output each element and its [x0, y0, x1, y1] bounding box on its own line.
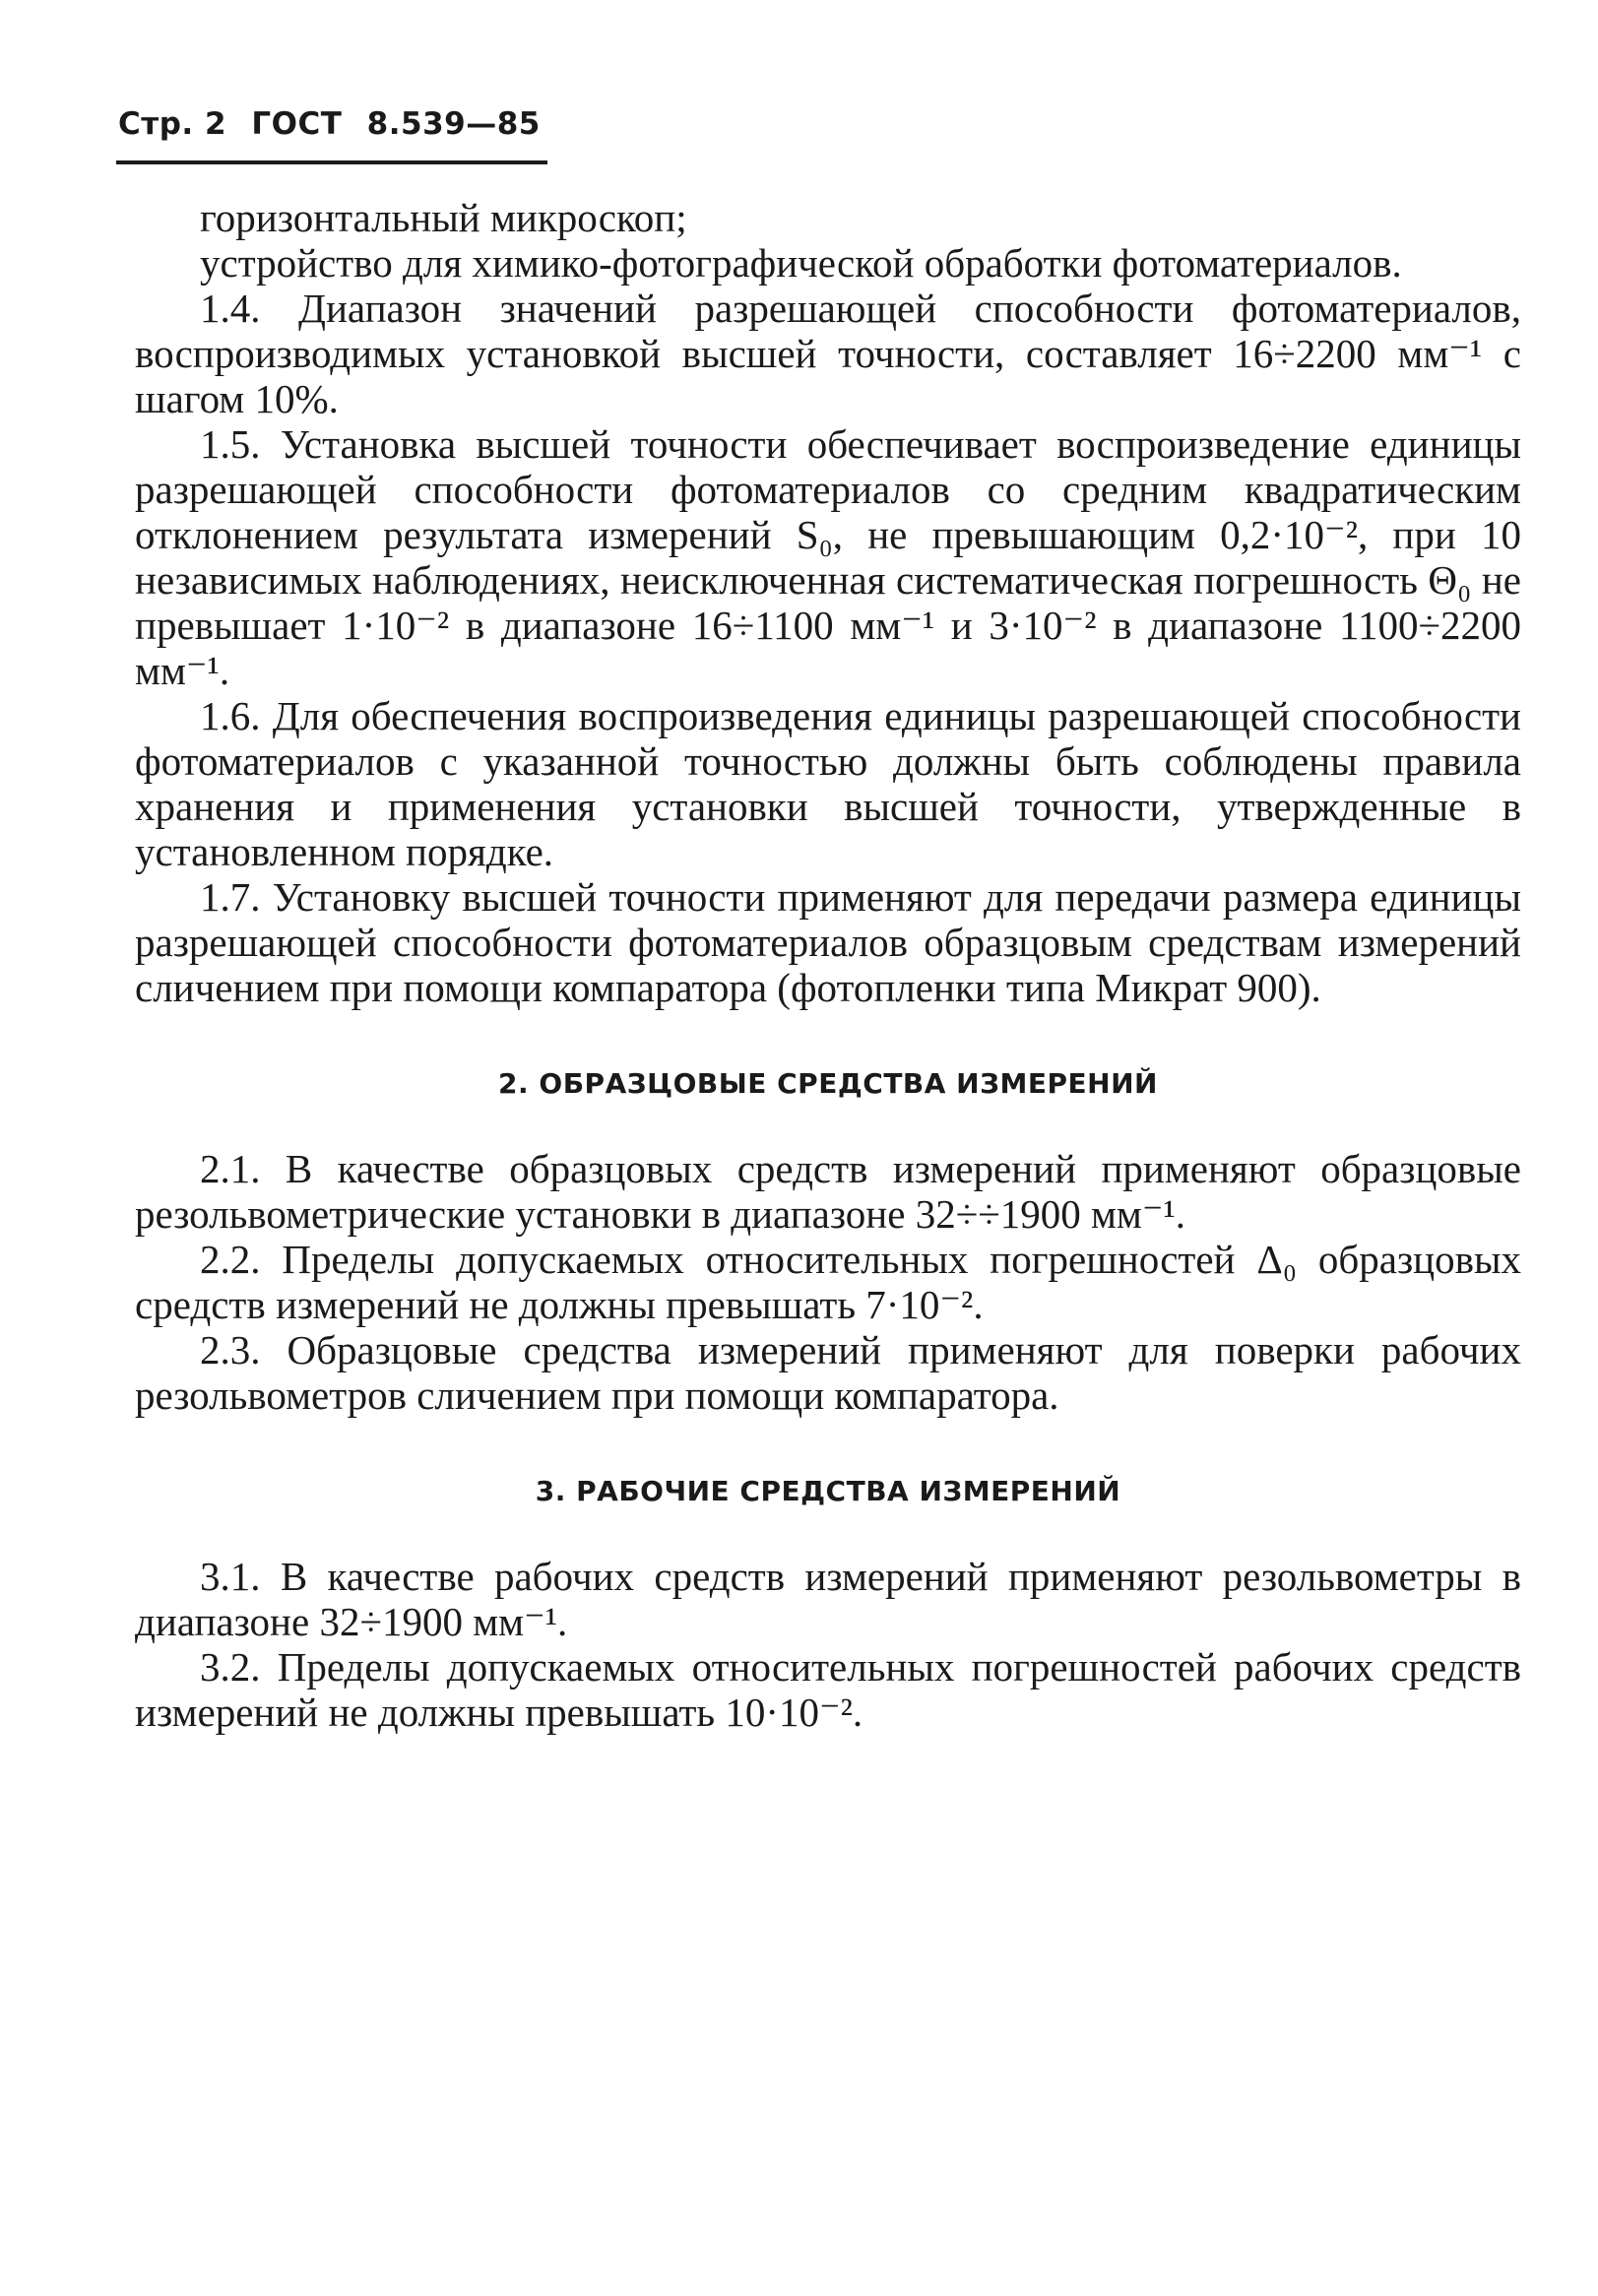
document-body — [135, 195, 1521, 1735]
page-number: Стр. 2 — [118, 106, 227, 142]
paragraph-microscope: горизонтальный микроскоп; — [200, 195, 687, 240]
section-heading-2: 2. ОБРАЗЦОВЫЕ СРЕДСТВА ИЗМЕРЕНИЙ — [498, 1067, 1158, 1100]
paragraph-1-6: 1.6. Для обеспечения воспроизведения единицы разрешающей способности фотоматериалов с указанной точностью должны быть соблюдены правила хранения и применения установки высшей точности, утвержденные в установленном порядке. — [135, 693, 1521, 874]
page-header — [118, 106, 554, 142]
paragraph-1-5: 1.5. Установка высшей точности обеспечивает воспроизведение единицы разрешающей способности фотоматериалов со средним квадратическим отклонением результата измерений S₀, не превышающим 0,2·10⁻², при 10 независимых наблюдениях, неисключенная систематическая погрешность Θ₀ не превышает 1·10⁻² в диапазоне 16÷1100 мм⁻¹ и 3·10⁻² в диапазоне 1100÷2200 мм⁻¹. — [135, 421, 1521, 693]
paragraph-3-2: 3.2. Пределы допускаемых относительных погрешностей рабочих средств измерений не должны превышать 10·10⁻². — [135, 1644, 1521, 1735]
standard-label: ГОСТ — [251, 106, 343, 142]
section-heading-3: 3. РАБОЧИЕ СРЕДСТВА ИЗМЕРЕНИЙ — [535, 1475, 1121, 1507]
paragraph-2-2: 2.2. Пределы допускаемых относительных погрешностей Δ₀ образцовых средств измерений не должны превышать 7·10⁻². — [135, 1237, 1521, 1327]
paragraph-2-3: 2.3. Образцовые средства измерений применяют для поверки рабочих резольвометров сличением при помощи компаратора. — [135, 1327, 1521, 1418]
paragraph-1-7: 1.7. Установку высшей точности применяют для передачи размера единицы разрешающей способности фотоматериалов образцовым средствам измерений сличением при помощи компаратора (фотопленки типа Микрат 900). — [135, 874, 1521, 1010]
paragraph-1-4: 1.4. Диапазон значений разрешающей способности фотоматериалов, воспроизводимых установкой высшей точности, составляет 16÷2200 мм⁻¹ с шагом 10%. — [135, 286, 1521, 421]
header-rule — [116, 160, 547, 164]
paragraph-processing-device: устройство для химико-фотографической обработки фотоматериалов. — [200, 240, 1402, 286]
paragraph-3-1: 3.1. В качестве рабочих средств измерений применяют резольвометры в диапазоне 32÷1900 мм⁻¹. — [135, 1554, 1521, 1644]
paragraph-2-1: 2.1. В качестве образцовых средств измерений применяют образцовые резольвометрические установки в диапазоне 32÷÷1900 мм⁻¹. — [135, 1146, 1521, 1237]
standard-number: 8.539—85 — [366, 106, 541, 142]
